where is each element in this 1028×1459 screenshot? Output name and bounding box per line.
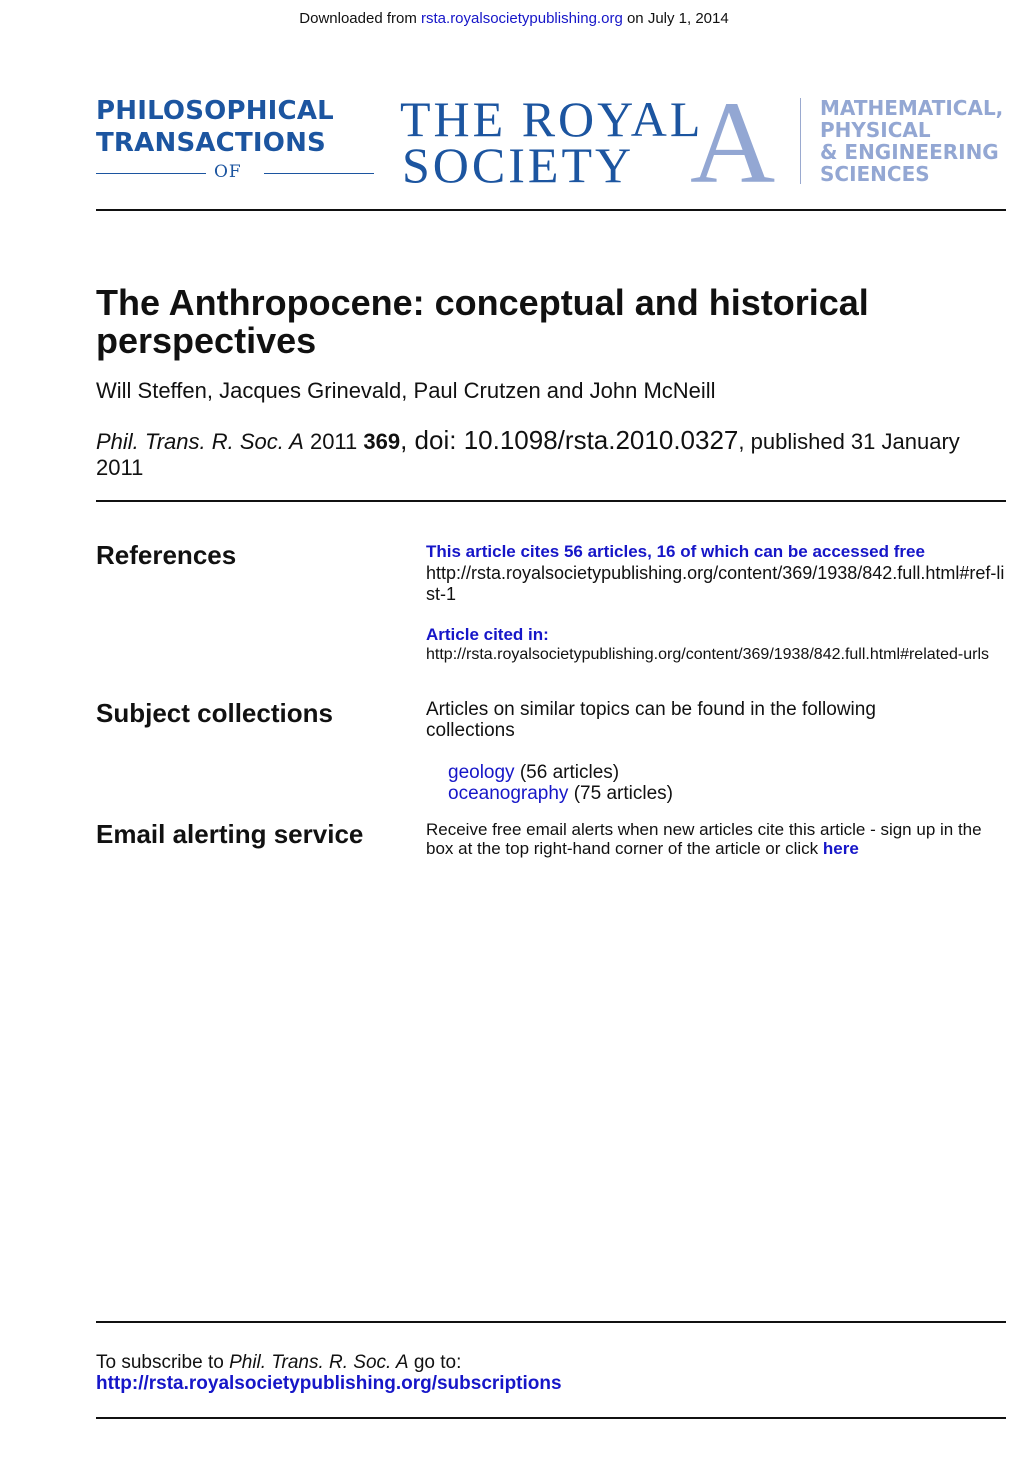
email-alert-text (426, 820, 996, 858)
logo-of-rule-right (264, 173, 374, 174)
subscriptions-link[interactable]: http://rsta.royalsocietypublishing.org/subscriptions (96, 1373, 562, 1394)
citation-year: 2011 (303, 429, 364, 454)
divider-footer-bottom (96, 1417, 1006, 1419)
email-alert-description: Receive free email alerts when new articles cite this article - sign up in the box at the top right-hand corner of the article or click (426, 820, 982, 858)
email-alerting-heading: Email alerting service (96, 819, 364, 849)
logo-of: OF (214, 162, 242, 182)
subject-collections-heading: Subject collections (96, 698, 333, 728)
logo-philosophical: PHILOSOPHICAL (96, 96, 334, 126)
collection-count: (56 articles) (514, 762, 620, 783)
download-suffix: on July 1, 2014 (622, 10, 729, 27)
download-notice (0, 10, 1028, 27)
email-alert-here-link[interactable]: here (822, 839, 859, 858)
divider-top (96, 209, 1006, 211)
category-line: MATHEMATICAL, (820, 96, 1004, 120)
references-cites-link[interactable]: This article cites 56 articles, 16 of which can be accessed free (426, 542, 925, 561)
logo-the-royal: THE ROYAL (400, 91, 704, 147)
article-title: The Anthropocene: conceptual and historical perspectives (96, 282, 869, 361)
logo-transactions: TRANSACTIONS (96, 128, 326, 158)
category-line: & ENGINEERING (820, 140, 999, 164)
subscribe-line (96, 1352, 461, 1374)
category-line: SCIENCES (820, 162, 930, 186)
citation-published: , published 31 January 2011 (96, 429, 960, 480)
download-prefix: Downloaded from (299, 10, 422, 27)
series-letter: A (690, 77, 776, 208)
citation-doi: , doi: 10.1098/rsta.2010.0327 (400, 425, 739, 455)
article-cited-in-link[interactable]: Article cited in: (426, 625, 549, 644)
logo-of-line (96, 162, 376, 184)
references-heading: References (96, 540, 237, 570)
collection-geology-link[interactable]: geology (448, 762, 515, 783)
collection-item (448, 783, 673, 805)
subscribe-prefix: To subscribe to (96, 1352, 230, 1373)
category-line: PHYSICAL (820, 118, 931, 142)
article-citation (96, 427, 996, 481)
citation-journal: Phil. Trans. R. Soc. A (96, 429, 304, 454)
subscribe-suffix: go to: (408, 1352, 462, 1373)
logo-society: SOCIETY (402, 137, 635, 193)
logo-of-rule-left (96, 173, 206, 174)
collection-oceanography-link[interactable]: oceanography (448, 783, 569, 804)
journal-masthead (96, 77, 1006, 208)
cited-in-url: http://rsta.royalsocietypublishing.org/content/369/1938/842.full.html#related-urls (426, 646, 989, 663)
subscribe-journal: Phil. Trans. R. Soc. A (229, 1352, 409, 1373)
article-authors: Will Steffen, Jacques Grinevald, Paul Crutzen and John McNeill (96, 378, 716, 403)
download-site-link[interactable]: rsta.royalsocietypublishing.org (421, 10, 623, 27)
collection-count: (75 articles) (568, 783, 673, 804)
subject-collections-intro: Articles on similar topics can be found in the following collections (426, 699, 876, 741)
references-url: http://rsta.royalsocietypublishing.org/content/369/1938/842.full.html#ref-list-1 (426, 563, 1005, 604)
divider-footer-top (96, 1321, 1006, 1323)
collection-item (448, 762, 619, 784)
masthead-divider (800, 98, 801, 184)
divider-mid (96, 500, 1006, 502)
citation-volume: 369 (363, 429, 401, 454)
